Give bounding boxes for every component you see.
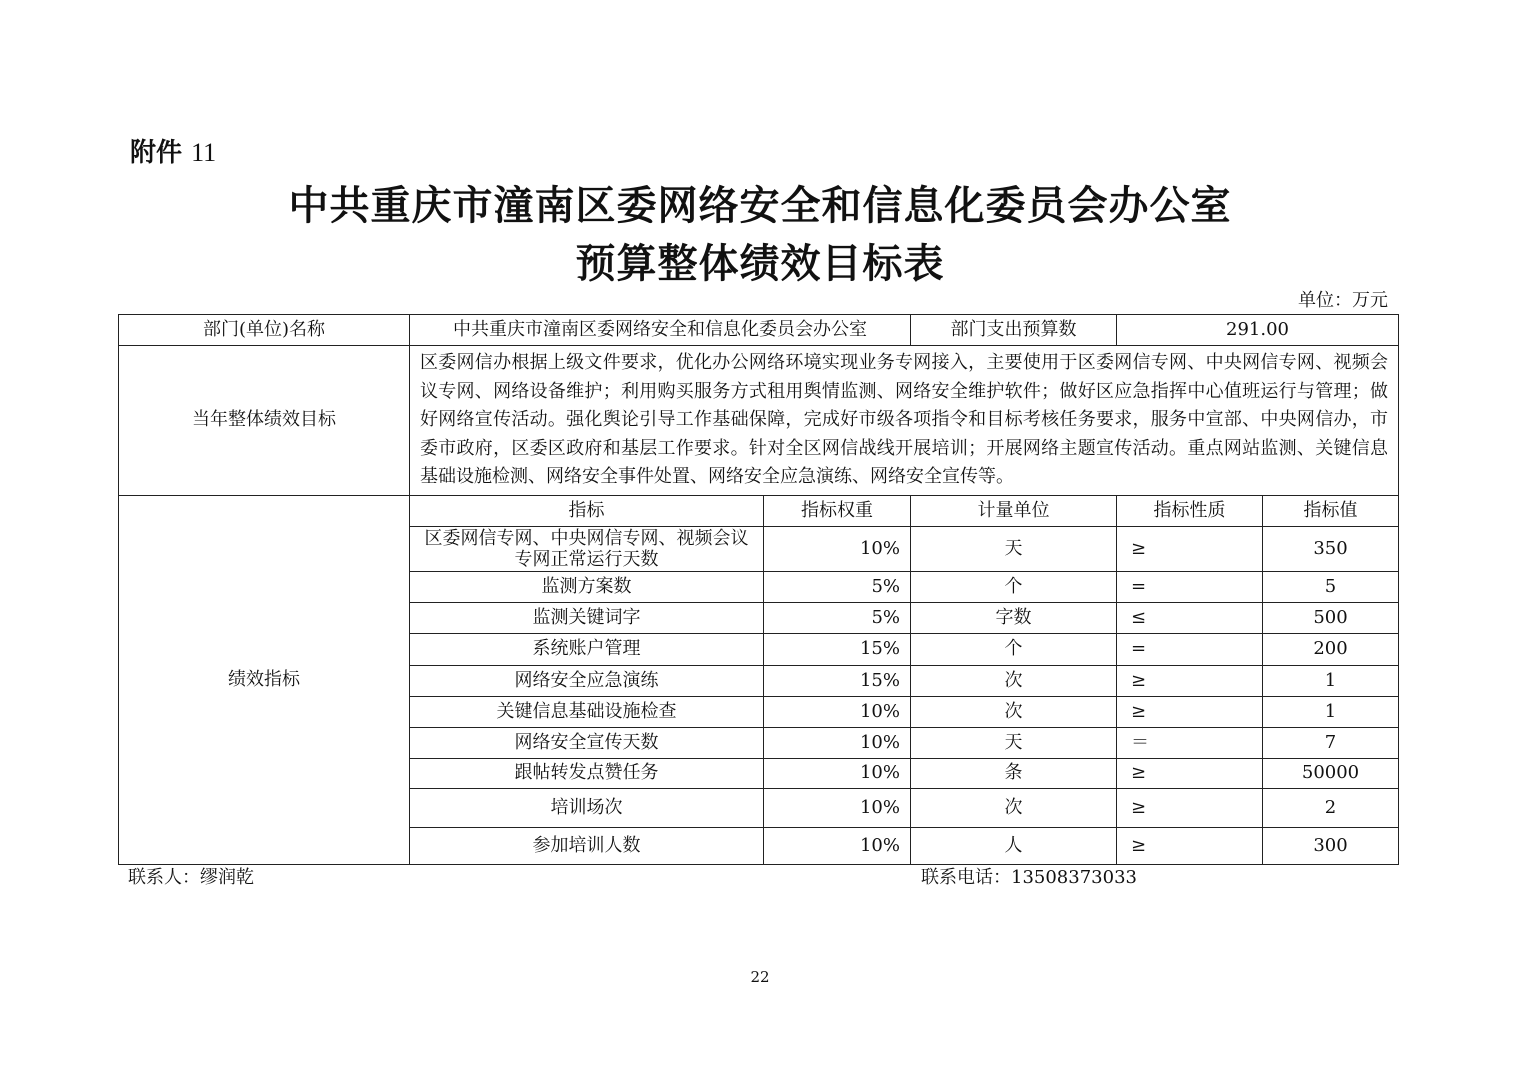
page-title-line2: 预算整体绩效目标表 [575, 240, 945, 287]
attachment-number: 11 [191, 138, 217, 167]
indicators-label: 绩效指标 [119, 495, 410, 864]
indicator-weight: 15% [764, 665, 911, 696]
indicator-value: 2 [1263, 788, 1399, 827]
budget-value: 291.00 [1117, 315, 1399, 346]
indicator-value: 7 [1263, 727, 1399, 758]
indicator-nature: ≥ [1117, 696, 1263, 727]
indicator-value: 500 [1263, 602, 1399, 633]
header-nature: 指标性质 [1117, 495, 1263, 526]
page-number: 22 [750, 968, 770, 986]
indicator-unit: 次 [911, 696, 1117, 727]
header-weight: 指标权重 [764, 495, 911, 526]
indicator-nature: = [1117, 633, 1263, 665]
indicator-nature: = [1117, 571, 1263, 602]
indicator-unit: 天 [911, 727, 1117, 758]
indicator-name: 培训场次 [410, 788, 764, 827]
goal-label: 当年整体绩效目标 [119, 346, 410, 496]
contact-person: 联系人：缪润乾 [128, 867, 254, 888]
indicator-header-row [119, 495, 1399, 526]
indicator-nature: ≥ [1117, 526, 1263, 571]
indicator-name: 跟帖转发点赞任务 [410, 758, 764, 788]
indicator-value: 1 [1263, 696, 1399, 727]
indicator-name: 关键信息基础设施检查 [410, 696, 764, 727]
attachment-text: 附件 [130, 138, 183, 168]
header-indicator: 指标 [410, 495, 764, 526]
indicator-unit: 人 [911, 827, 1117, 864]
indicator-weight: 5% [764, 571, 911, 602]
attachment-label [130, 132, 216, 169]
indicator-weight: 10% [764, 526, 911, 571]
indicator-nature: ≤ [1117, 602, 1263, 633]
indicator-name: 网络安全宣传天数 [410, 727, 764, 758]
goal-row [119, 346, 1399, 496]
indicator-name: 网络安全应急演练 [410, 665, 764, 696]
page-title-line1: 中共重庆市潼南区委网络安全和信息化委员会办公室 [288, 182, 1232, 229]
indicator-value: 200 [1263, 633, 1399, 665]
indicator-name: 监测方案数 [410, 571, 764, 602]
indicator-value: 50000 [1263, 758, 1399, 788]
dept-name-value: 中共重庆市潼南区委网络安全和信息化委员会办公室 [410, 315, 911, 346]
indicator-weight: 15% [764, 633, 911, 665]
goal-text: 区委网信办根据上级文件要求，优化办公网络环境实现业务专网接入，主要使用于区委网信专网、中央网信专网、视频会议专网、网络设备维护；利用购买服务方式租用舆情监测、网络安全维护软件；做好区应急指挥中心值班运行与管理；做好网络宣传活动。强化舆论引导工作基础保障，完成好市级各项指令和目标考核任务要求，服务中宣部、中央网信办，市委市政府，区委区政府和基层工作要求。针对全区网信战线开展培训；开展网络主题宣传活动。重点网站监测、关键信息基础设施检测、网络安全事件处置、网络安全应急演练、网络安全宣传等。 [410, 346, 1399, 496]
dept-name-label: 部门(单位)名称 [119, 315, 410, 346]
indicator-value: 350 [1263, 526, 1399, 571]
indicator-unit: 次 [911, 665, 1117, 696]
indicator-unit: 字数 [911, 602, 1117, 633]
indicator-weight: 10% [764, 727, 911, 758]
indicator-weight: 10% [764, 788, 911, 827]
indicator-name: 参加培训人数 [410, 827, 764, 864]
indicator-name: 监测关键词字 [410, 602, 764, 633]
indicator-unit: 天 [911, 526, 1117, 571]
indicator-weight: 5% [764, 602, 911, 633]
indicator-unit: 条 [911, 758, 1117, 788]
indicator-name: 系统账户管理 [410, 633, 764, 665]
indicator-weight: 10% [764, 827, 911, 864]
indicator-nature: ＝ [1117, 727, 1263, 758]
indicator-weight: 10% [764, 758, 911, 788]
indicator-name: 区委网信专网、中央网信专网、视频会议专网正常运行天数 [410, 526, 764, 571]
unit-label: 单位：万元 [1298, 290, 1388, 311]
contact-phone: 联系电话：13508373033 [921, 867, 1137, 888]
indicator-nature: ≥ [1117, 827, 1263, 864]
indicator-value: 300 [1263, 827, 1399, 864]
dept-row [119, 315, 1399, 346]
indicator-nature: ≥ [1117, 788, 1263, 827]
indicator-nature: ≥ [1117, 665, 1263, 696]
indicator-unit: 次 [911, 788, 1117, 827]
budget-label: 部门支出预算数 [911, 315, 1117, 346]
performance-table [118, 314, 1399, 865]
indicator-weight: 10% [764, 696, 911, 727]
header-value: 指标值 [1263, 495, 1399, 526]
indicator-value: 5 [1263, 571, 1399, 602]
indicator-nature: ≥ [1117, 758, 1263, 788]
header-unit: 计量单位 [911, 495, 1117, 526]
indicator-unit: 个 [911, 571, 1117, 602]
indicator-unit: 个 [911, 633, 1117, 665]
indicator-value: 1 [1263, 665, 1399, 696]
